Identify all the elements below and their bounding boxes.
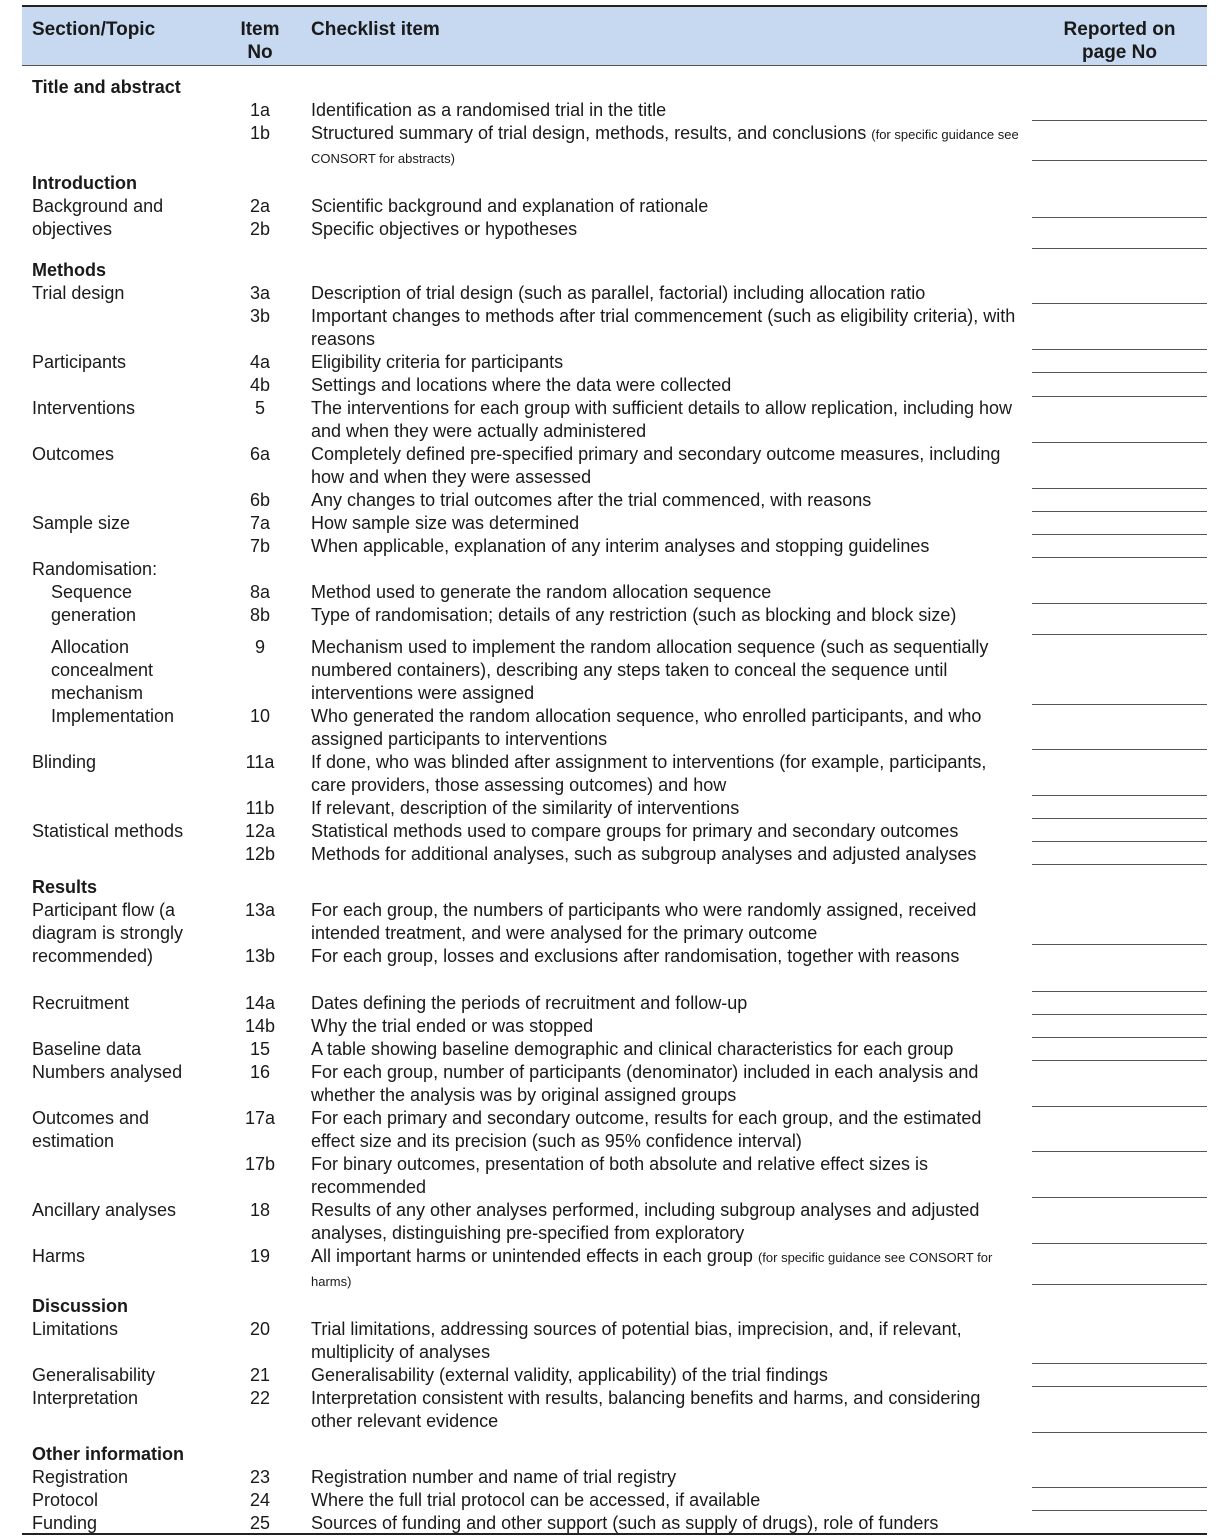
checklist-item-text bbox=[311, 122, 1026, 170]
item-number: 11a bbox=[245, 752, 275, 772]
checklist-item-text bbox=[311, 1061, 1026, 1107]
checklist-item-text bbox=[311, 1199, 1026, 1245]
section-heading: Title and abstract bbox=[32, 77, 181, 97]
item-number: 23 bbox=[249, 1467, 271, 1487]
page-number-blank[interactable] bbox=[1032, 841, 1207, 842]
checklist-item-text bbox=[311, 1038, 1026, 1061]
item-description: A table showing baseline demographic and clinical characteristics for each group bbox=[311, 1039, 954, 1059]
item-number: 3a bbox=[249, 283, 271, 303]
page-number-blank[interactable] bbox=[1032, 634, 1207, 635]
item-description: Sources of funding and other support (such as supply of drugs), role of funders bbox=[311, 1513, 939, 1533]
item-number: 7b bbox=[249, 536, 271, 556]
item-number: 13b bbox=[244, 946, 276, 966]
page-number-blank[interactable] bbox=[1032, 991, 1207, 992]
page-number-blank[interactable] bbox=[1032, 217, 1207, 218]
item-number: 1b bbox=[249, 123, 271, 143]
item-number: 18 bbox=[249, 1200, 271, 1220]
item-description: Results of any other analyses performed, including subgroup analyses and adjusted analyses, distinguishing pre-specified from exploratory bbox=[311, 1200, 980, 1243]
page-number-blank[interactable] bbox=[1032, 442, 1207, 443]
checklist-item-text bbox=[311, 1153, 1026, 1199]
page-number-blank[interactable] bbox=[1032, 795, 1207, 796]
item-number: 14b bbox=[244, 1016, 276, 1036]
section-heading: Discussion bbox=[32, 1296, 129, 1316]
section-topic: Generalisability bbox=[32, 1365, 156, 1385]
section-topic: Participants bbox=[32, 352, 127, 372]
section-topic: Registration bbox=[32, 1467, 129, 1487]
table-header bbox=[22, 7, 1207, 66]
item-description: If done, who was blinded after assignment to interventions (for example, participants, care providers, those assessing outcomes) and how bbox=[311, 752, 987, 795]
page-number-blank[interactable] bbox=[1032, 1363, 1207, 1364]
checklist-item-text bbox=[311, 1512, 1026, 1535]
section-topic: Background and objectives bbox=[32, 196, 164, 239]
page-number-blank[interactable] bbox=[1032, 1510, 1207, 1511]
item-description: For each group, the numbers of participants who were randomly assigned, received intended treatment, and were analysed for the primary outcome bbox=[311, 900, 977, 943]
section-topic: Baseline data bbox=[32, 1039, 142, 1059]
item-description: Eligibility criteria for participants bbox=[311, 352, 564, 372]
item-number: 2a bbox=[249, 196, 271, 216]
section-heading: Results bbox=[32, 877, 98, 897]
item-number: 25 bbox=[249, 1513, 271, 1533]
checklist-item-text bbox=[311, 443, 1026, 489]
checklist-item-text bbox=[311, 820, 1026, 843]
page-number-blank[interactable] bbox=[1032, 303, 1207, 304]
checklist-item-text bbox=[311, 636, 1026, 705]
section-heading: Introduction bbox=[32, 173, 137, 193]
checklist-item-text bbox=[311, 1245, 1026, 1293]
item-description: Registration number and name of trial registry bbox=[311, 1467, 677, 1487]
section-topic: Allocation concealment mechanism bbox=[51, 637, 154, 703]
item-number: 7a bbox=[249, 513, 271, 533]
item-description: For binary outcomes, presentation of both absolute and relative effect sizes is recommended bbox=[311, 1154, 929, 1197]
item-number: 2b bbox=[249, 219, 271, 239]
checklist-item-text bbox=[311, 581, 1026, 604]
checklist-item-text bbox=[311, 374, 1026, 397]
checklist-item-text bbox=[311, 992, 1026, 1015]
item-number: 17b bbox=[244, 1154, 276, 1174]
checklist-item-text bbox=[311, 705, 1026, 751]
page-number-blank[interactable] bbox=[1032, 534, 1207, 535]
item-number: 8a bbox=[249, 582, 271, 602]
section-topic: Trial design bbox=[32, 283, 125, 303]
item-number: 10 bbox=[249, 706, 271, 726]
item-description: Completely defined pre-specified primary and secondary outcome measures, including how and when they were assessed bbox=[311, 444, 1001, 487]
section-topic: Recruitment bbox=[32, 993, 130, 1013]
item-number: 11b bbox=[245, 798, 275, 818]
item-number: 9 bbox=[254, 637, 265, 657]
page-number-blank[interactable] bbox=[1032, 944, 1207, 945]
item-description: Type of randomisation; details of any restriction (such as blocking and block size) bbox=[311, 605, 957, 625]
item-description: Generalisability (external validity, applicability) of the trial findings bbox=[311, 1365, 828, 1385]
item-description: Mechanism used to implement the random allocation sequence (such as sequentially numbered containers), describing any steps taken to conceal the sequence until interventions were assigned bbox=[311, 637, 989, 703]
checklist-item-text bbox=[311, 1318, 1026, 1364]
item-description: The interventions for each group with sufficient details to allow replication, including how and when they were actually administered bbox=[311, 398, 1013, 441]
checklist-item-text bbox=[311, 351, 1026, 374]
page-number-blank[interactable] bbox=[1032, 1284, 1207, 1285]
checklist-item-text bbox=[311, 899, 1026, 945]
page-number-blank[interactable] bbox=[1032, 1037, 1207, 1038]
item-description: Description of trial design (such as parallel, factorial) including allocation ratio bbox=[311, 283, 926, 303]
section-topic: Outcomes and estimation bbox=[32, 1108, 150, 1151]
checklist-item-text bbox=[311, 305, 1026, 351]
section-topic: Sequence generation bbox=[51, 582, 137, 625]
item-description: Who generated the random allocation sequence, who enrolled participants, and who assigned participants to interventions bbox=[311, 706, 982, 749]
section-topic: Ancillary analyses bbox=[32, 1200, 177, 1220]
checklist-item-text bbox=[311, 1107, 1026, 1153]
item-description: Method used to generate the random allocation sequence bbox=[311, 582, 772, 602]
checklist-item-text bbox=[311, 195, 1026, 218]
header-item-no: Item No bbox=[240, 19, 280, 63]
header-section-topic: Section/Topic bbox=[32, 19, 156, 40]
section-topic: Participant flow (a diagram is strongly recommended) bbox=[32, 900, 184, 966]
item-number: 14a bbox=[244, 993, 276, 1013]
item-description: Dates defining the periods of recruitment and follow-up bbox=[311, 993, 748, 1013]
item-description: For each group, number of participants (denominator) included in each analysis and whether the analysis was by original assigned groups bbox=[311, 1062, 979, 1105]
item-number: 4a bbox=[249, 352, 271, 372]
page-number-blank[interactable] bbox=[1032, 749, 1207, 750]
page-number-blank[interactable] bbox=[1032, 1014, 1207, 1015]
section-topic: Randomisation: bbox=[32, 559, 158, 579]
item-description: Identification as a randomised trial in the title bbox=[311, 100, 667, 120]
page-number-blank[interactable] bbox=[1032, 488, 1207, 489]
item-number: 6b bbox=[249, 490, 271, 510]
section-topic: Interventions bbox=[32, 398, 136, 418]
page-number-blank[interactable] bbox=[1032, 603, 1207, 604]
item-description: Statistical methods used to compare groups for primary and secondary outcomes bbox=[311, 821, 959, 841]
checklist-item-text bbox=[311, 512, 1026, 535]
checklist-item-text bbox=[311, 945, 1026, 968]
item-description: Scientific background and explanation of rationale bbox=[311, 196, 709, 216]
page-number-blank[interactable] bbox=[1032, 396, 1207, 397]
item-description: Methods for additional analyses, such as subgroup analyses and adjusted analyses bbox=[311, 844, 977, 864]
item-description: Specific objectives or hypotheses bbox=[311, 219, 578, 239]
section-heading: Other information bbox=[32, 1444, 184, 1464]
item-description: Structured summary of trial design, methods, results, and conclusions bbox=[311, 123, 867, 143]
section-heading: Methods bbox=[32, 260, 106, 280]
checklist-item-text bbox=[311, 1364, 1026, 1387]
item-number: 1a bbox=[249, 100, 271, 120]
section-topic: Outcomes bbox=[32, 444, 115, 464]
item-description: How sample size was determined bbox=[311, 513, 580, 533]
section-topic: Numbers analysed bbox=[32, 1062, 183, 1082]
checklist-item-text bbox=[311, 797, 1026, 820]
page-number-blank[interactable] bbox=[1032, 511, 1207, 512]
checklist-item-text bbox=[311, 99, 1026, 122]
checklist-item-text bbox=[311, 489, 1026, 512]
page-number-blank[interactable] bbox=[1032, 248, 1207, 249]
item-number: 17a bbox=[244, 1108, 276, 1128]
item-description: Where the full trial protocol can be accessed, if available bbox=[311, 1490, 761, 1510]
item-description: For each group, losses and exclusions after randomisation, together with reasons bbox=[311, 946, 960, 966]
checklist-item-text bbox=[311, 1466, 1026, 1489]
item-number: 12b bbox=[244, 844, 276, 864]
section-topic: Statistical methods bbox=[32, 821, 184, 841]
page-number-blank[interactable] bbox=[1032, 818, 1207, 819]
item-number: 22 bbox=[249, 1388, 271, 1408]
item-number: 3b bbox=[249, 306, 271, 326]
item-description: Settings and locations where the data were collected bbox=[311, 375, 732, 395]
checklist-item-text bbox=[311, 843, 1026, 866]
page-number-blank[interactable] bbox=[1032, 120, 1207, 121]
section-topic: Implementation bbox=[51, 706, 175, 726]
bottom-rule bbox=[22, 1533, 1207, 1535]
item-description: Important changes to methods after trial commencement (such as eligibility criteria), with reasons bbox=[311, 306, 1016, 349]
page-number-blank[interactable] bbox=[1032, 1197, 1207, 1198]
page-number-blank[interactable] bbox=[1032, 1060, 1207, 1061]
page-number-blank[interactable] bbox=[1032, 704, 1207, 705]
section-topic: Protocol bbox=[32, 1490, 99, 1510]
checklist-item-text bbox=[311, 397, 1026, 443]
guidance-note: (for specific guidance see CONSORT for harms) bbox=[311, 1250, 993, 1289]
checklist-item-text bbox=[311, 1489, 1026, 1512]
header-reported-on-page: Reported on page No bbox=[1063, 19, 1176, 63]
item-description: All important harms or unintended effects in each group bbox=[311, 1246, 753, 1266]
checklist-item-text bbox=[311, 218, 1026, 241]
section-topic: Funding bbox=[32, 1513, 98, 1533]
section-topic: Blinding bbox=[32, 752, 97, 772]
item-description: For each primary and secondary outcome, results for each group, and the estimated effect size and its precision (such as 95% confidence interval) bbox=[311, 1108, 982, 1151]
section-topic: Interpretation bbox=[32, 1388, 139, 1408]
page-number-blank[interactable] bbox=[1032, 1151, 1207, 1152]
item-number: 24 bbox=[249, 1490, 271, 1510]
guidance-note: (for specific guidance see CONSORT for abstracts) bbox=[311, 127, 1019, 166]
item-description: If relevant, description of the similarity of interventions bbox=[311, 798, 740, 818]
checklist-item-text bbox=[311, 535, 1026, 558]
item-number: 8b bbox=[249, 605, 271, 625]
item-description: Trial limitations, addressing sources of potential bias, imprecision, and, if relevant, multiplicity of analyses bbox=[311, 1319, 962, 1362]
item-number: 15 bbox=[249, 1039, 271, 1059]
item-description: Any changes to trial outcomes after the trial commenced, with reasons bbox=[311, 490, 872, 510]
item-number: 5 bbox=[254, 398, 265, 418]
checklist-item-text bbox=[311, 282, 1026, 305]
checklist-item-text bbox=[311, 1015, 1026, 1038]
page-number-blank[interactable] bbox=[1032, 160, 1207, 161]
item-description: Why the trial ended or was stopped bbox=[311, 1016, 594, 1036]
page-number-blank[interactable] bbox=[1032, 864, 1207, 865]
page-number-blank[interactable] bbox=[1032, 1487, 1207, 1488]
section-topic: Sample size bbox=[32, 513, 131, 533]
section-topic: Limitations bbox=[32, 1319, 119, 1339]
checklist-item-text bbox=[311, 604, 1026, 627]
section-topic: Harms bbox=[32, 1246, 85, 1266]
item-number: 13a bbox=[244, 900, 276, 920]
item-number: 6a bbox=[249, 444, 271, 464]
page-number-blank[interactable] bbox=[1032, 1386, 1207, 1387]
checklist-item-text bbox=[311, 1387, 1026, 1433]
page-number-blank[interactable] bbox=[1032, 372, 1207, 373]
item-description: When applicable, explanation of any interim analyses and stopping guidelines bbox=[311, 536, 930, 556]
page-number-blank[interactable] bbox=[1032, 1106, 1207, 1107]
page-number-blank[interactable] bbox=[1032, 1243, 1207, 1244]
checklist-item-text bbox=[311, 751, 1026, 797]
item-number: 16 bbox=[249, 1062, 271, 1082]
page-number-blank[interactable] bbox=[1032, 349, 1207, 350]
page-number-blank[interactable] bbox=[1032, 1432, 1207, 1433]
item-description: Interpretation consistent with results, balancing benefits and harms, and considering other relevant evidence bbox=[311, 1388, 981, 1431]
item-number: 21 bbox=[249, 1365, 271, 1385]
page-number-blank[interactable] bbox=[1032, 557, 1207, 558]
item-number: 4b bbox=[249, 375, 271, 395]
header-checklist-item: Checklist item bbox=[311, 19, 440, 40]
item-number: 19 bbox=[249, 1246, 271, 1266]
item-number: 12a bbox=[244, 821, 276, 841]
item-number: 20 bbox=[249, 1319, 271, 1339]
